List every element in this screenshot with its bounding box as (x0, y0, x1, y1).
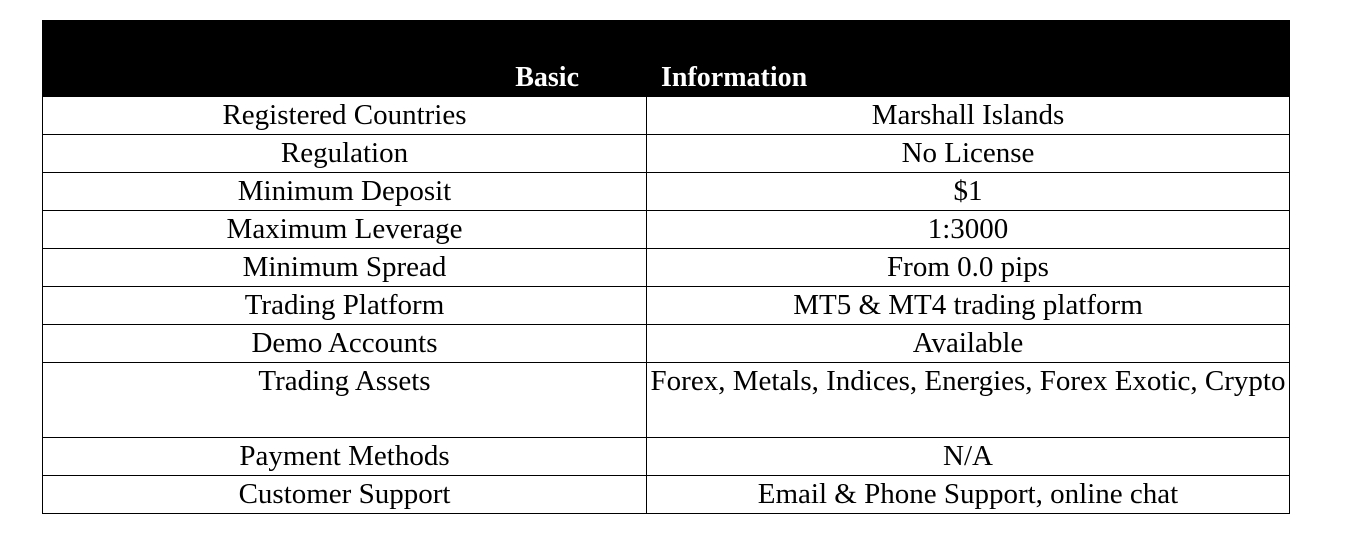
table-row (43, 211, 1290, 249)
row-value: Forex, Metals, Indices, Energies, Forex Exotic, Crypto (647, 363, 1290, 438)
table-row (43, 173, 1290, 211)
table-row (43, 325, 1290, 363)
row-value: Available (647, 325, 1290, 363)
row-label: Regulation (43, 135, 647, 173)
header-cell-information: Information (647, 21, 1290, 97)
row-value: No License (647, 135, 1290, 173)
table-row (43, 135, 1290, 173)
row-label: Maximum Leverage (43, 211, 647, 249)
row-label: Minimum Deposit (43, 173, 647, 211)
row-value: Email & Phone Support, online chat (647, 476, 1290, 514)
header-cell-basic: Basic (43, 21, 647, 97)
table-row (43, 287, 1290, 325)
row-label: Customer Support (43, 476, 647, 514)
row-value: 1:3000 (647, 211, 1290, 249)
basic-information-table (42, 20, 1290, 514)
table-row (43, 363, 1290, 438)
row-value: From 0.0 pips (647, 249, 1290, 287)
table-row (43, 438, 1290, 476)
row-label: Demo Accounts (43, 325, 647, 363)
row-value: $1 (647, 173, 1290, 211)
row-label: Trading Platform (43, 287, 647, 325)
table-row (43, 97, 1290, 135)
header-row (43, 21, 1290, 97)
basic-information-table-container (42, 20, 1289, 514)
row-label: Payment Methods (43, 438, 647, 476)
table-row (43, 476, 1290, 514)
row-label: Trading Assets (43, 363, 647, 438)
row-value: MT5 & MT4 trading platform (647, 287, 1290, 325)
row-label: Registered Countries (43, 97, 647, 135)
table-header (43, 21, 1290, 97)
row-label: Minimum Spread (43, 249, 647, 287)
row-value: N/A (647, 438, 1290, 476)
table-body (43, 97, 1290, 514)
table-row (43, 249, 1290, 287)
row-value: Marshall Islands (647, 97, 1290, 135)
